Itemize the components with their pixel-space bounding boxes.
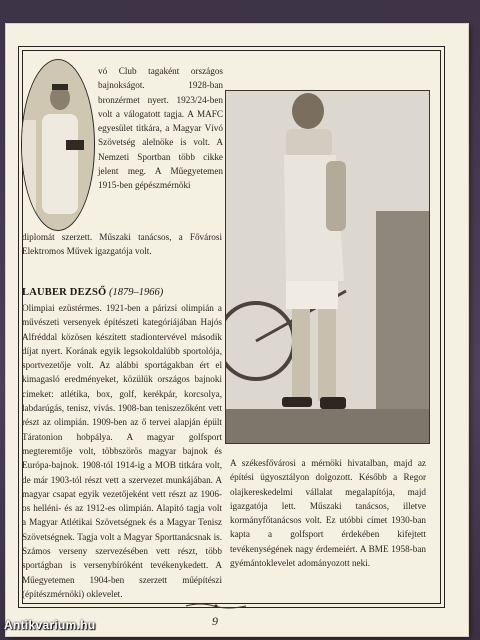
person-years: (1879–1966): [109, 287, 164, 298]
biography-text: Olimpiai ezüstérmes. 1921-ben a párizsi olimpián a művészeti versenyek építészeti kategóriájában Hajós Alfréddal közösen készített stadiontervével második díjat nyert. Korának egyik legsokoldalúbb sportolója, sportvezetője volt. Az alábbi sportágakban ért el kimagasló eredményeket, közülük országos bajnoki címeket: atlétika, box, golf, kerékpár, korcsolya, labdarúgás, tenisz, vívás. 1908-ban teniszezőként vett részt az olimpián. 1909-ben az ő tervei alapján épült Táratonion hobpálya. A magyar golfsport megteremtője volt, többszörös magyar bajnok és Európa-bajnok. 1908-tól 1914-ig a MOB titkára volt, de már 1903-tól részt vett a szervezet munkájában. A magyar csapat egyik vezetőjeként vett részt az 1906-os helléni- és az 1912-es olimpián. Alapító tagja volt a Magyar Atlétikai Szövetségnek és a Magyar Tenisz Szövetségnek. Tagja volt a Magyar Sporttanácsnak is. Számos verseny szervezésében vett részt, több sportágban is versenybíróként tevékenykedett. A Műegyetemen 1904-ben szerzett műépítészi (építészmérnöki) oklevelet.: [22, 303, 222, 599]
book-page: [6, 24, 468, 636]
person-name: LAUBER DEZSŐ: [22, 287, 107, 298]
intro-continued-text: diplomát szerzett. Műszaki tanácsos, a Fővárosi Elektromos Művek igazgatója volt.: [22, 232, 222, 257]
portrait-figure: [22, 60, 94, 230]
intro-wrap-text: vó Club tagaként országos bajnokságot. 1928-ban bronzérmet nyert. 1923/24-ben volt a válogatott tagja. A MAFC egyesület titkára, a Magyar Vívó Szövetség alelnöke is volt. A Nemzeti Sportban több cikke jelent meg. A Műegyetemen 1915-ben gépészmérnöki: [98, 66, 223, 191]
photo-caption-text: A székesfővárosi a mérnöki hivatalban, majd az építési ügyosztályon dolgozott. Később a Regor olajkereskedelmi vállalat megalapítója, majd igazgatója lett. Műszaki tanácsos, illetve kormányfőtanácsos volt. Ez utóbbi címet 1930-ban kapta a golfsport érdekében kifejtett tevékenységének nagy érdemeiért. A BME 1958-ban gyémántoklevelet adományozott neki.: [230, 458, 426, 569]
section-heading: [22, 286, 222, 300]
ornament-divider: [184, 602, 248, 610]
cyclist-figure: [226, 91, 429, 443]
watermark: Antikvarium.hu: [4, 618, 96, 632]
cyclist-photo: [225, 90, 430, 444]
page-number: 9: [212, 614, 218, 628]
portrait-photo: [21, 59, 95, 231]
